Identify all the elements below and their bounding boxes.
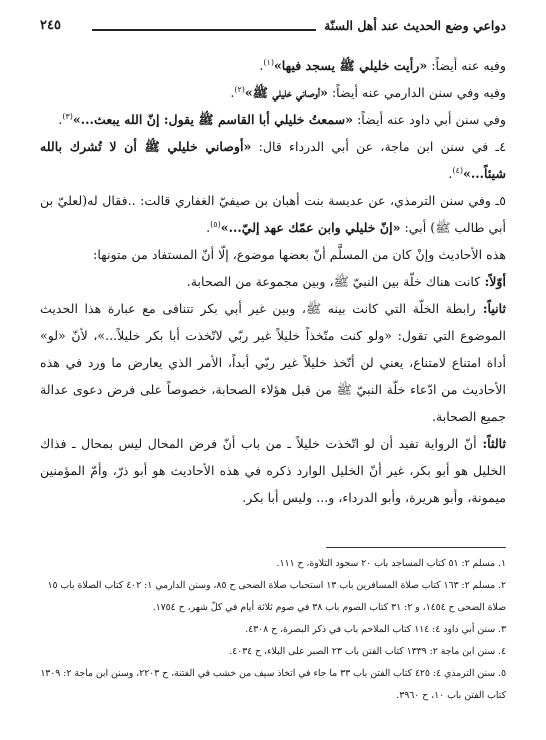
main-text: [40, 52, 506, 511]
footnotes: [40, 553, 506, 707]
paragraph: ٤ـ في سنن ابن ماجة، عن أبي الدرداء قال: «أوصاني خليلي ﷺ أن لا تُشرك بالله شيئاً...»$^{(٤)}$.: [40, 139, 506, 181]
paragraph: وفي سنن أبي داود عنه أيضاً: «سمعتُ خليلي أبا القاسم ﷺ يقول: إنّ الله يبعث...»$^{(٣)}$.: [58, 111, 506, 127]
footnote: ٣. سنن أبي داود ٤: ١١٤ كتاب الملاحم باب في ذكر البصرة، ح ٤٣٠٨.: [245, 624, 506, 635]
footnote: ٥. سنن الترمذي ٤: ٤٢٥ كتاب الفتن باب ٣٣ ما جاء في اتخاذ سيف من خشب في الفتنة، ح ٢٢٠٣، وسنن ابن ماجة ٢: ١٣٠٩ كتاب الفتن باب ١٠، ح ٣٩٦٠.: [40, 668, 506, 701]
paragraph: ثانياً: رابطة الخلّة التي كانت بينه ﷺ، وبين غير أبي بكر تتنافى مع عبارة هذا الحديث الموضوع التي تقول: «ولو كنت متّخذاً خليلاً غير ربّي لاتّخذت أبا بكر خليلاً...»، لأنّ «لو» أداة امتناع لامتناع، يعني لن أتّخذ خليلاً غير ربّي أبداً، الأمر الذي يعارض ما ورد في هذه الأحاديث من ادّعاء خلّة النبيّ ﷺ من قبل هؤلاء الصحابة، خصوصاً على فرض دعوى عدالة جميع الصحابة.: [40, 301, 506, 424]
footnote: ١. مسلم ٢: ٥١ كتاب المساجد باب ٢٠ سجود التلاوة، ح ١١١.: [276, 558, 506, 569]
paragraph: أوّلاً: كانت هناك خلّة بين النبيّ ﷺ، وبين مجموعة من الصحابة.: [186, 274, 506, 289]
footnote-divider: [326, 547, 506, 548]
paragraph: هذه الأحاديث وإنْ كان من المسلَّم أنّ بعضها موضوع، إلّا أنّ المستفاد من متونها:: [93, 247, 506, 262]
running-title: دواعي وضع الحديث عند أهل السنّة: [324, 18, 506, 33]
running-header: [40, 16, 506, 40]
header-rule: [92, 29, 316, 31]
paragraph: ثالثاً: أنّ الرواية تفيد أن لو اتّخذت خليلاً ـ من باب أنّ فرض المحال ليس بمحال ـ فذاك الخليل هو أبو بكر، غير أنّ الخليل الوارد ذكره في هذه الأحاديث هو أبو ذرّ، وأمّ المؤمنين ميمونة، وأبو هريرة، وأبو الدرداء، و... وليس أبا بكر.: [40, 436, 506, 505]
footnote: ٤. سنن ابن ماجة ٢: ١٣٣٩ كتاب الفتن باب ٢٣ الصبر على البلاء، ح ٤٠٣٤.: [229, 646, 506, 657]
footnote: ٢. مسلم ٢: ١٦٣ كتاب صلاة المسافرين باب ١٣ استحباب صلاة الضحى ح ٨٥، وسنن الدارمي ١: ٤٠٢ كتاب الصلاة باب ١٥ صلاة الضحى ح ١٤٥٤، و ٢: ٣١ كتاب الصوم باب ٣٨ في صوم ثلاثة أيام في كلّ شهر، ح ١٧٥٤.: [47, 580, 506, 613]
page-number: ٢٤٥: [40, 18, 61, 33]
paragraph: وفيه وفي سنن الدارمي عنه أيضاً: «أوصاني خليلي ﷺ»$^{(٢)}$.: [230, 84, 506, 100]
paragraph: ٥ـ وفي سنن الترمذي، عن عديسة بنت أهبان بن صيفيّ الغفاري قالت: ..فقال له(لعليّ بن أبي طالب ﷺ) أبي: «إنّ خليلي وابن عمّك عهد إليّ...»$^{(٥)}$.: [40, 193, 506, 235]
paragraph: وفيه عنه أيضاً: «رأيت خليلي ﷺ يسجد فيها»$^{(١)}$.: [259, 57, 506, 73]
